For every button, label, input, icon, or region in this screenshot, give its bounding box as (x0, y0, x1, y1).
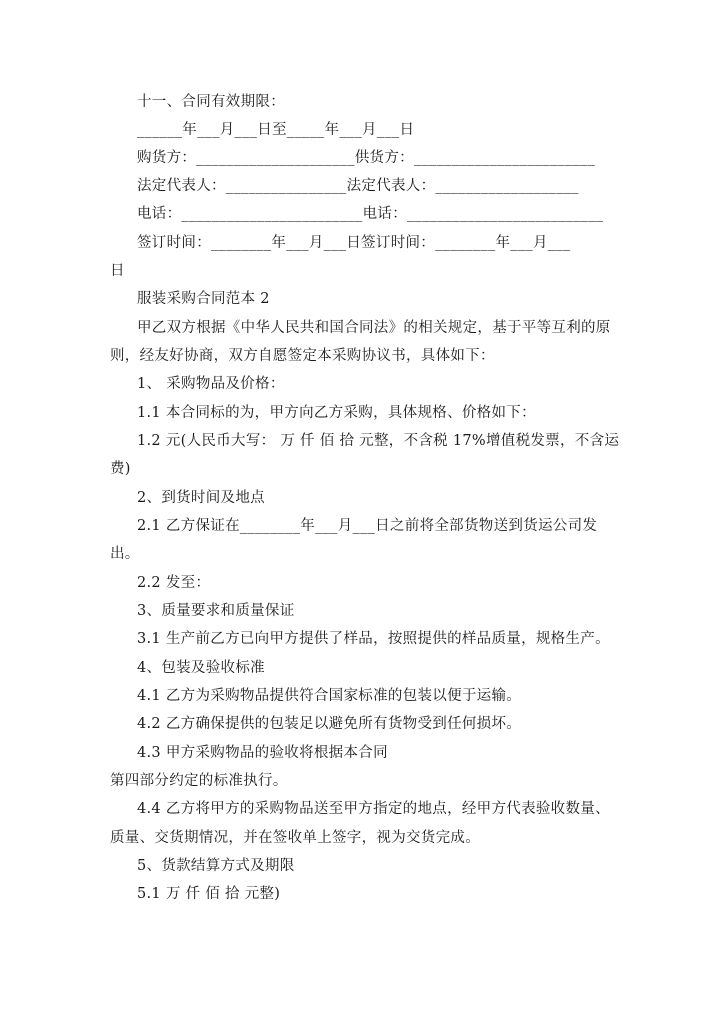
clause-2-1-line-2: 出。 (110, 546, 140, 562)
clause-1-2-line-1: 1.2 元(人民币大写： 万 仟 佰 拾 元整，不含税 17%增值税发票，不含运 (137, 433, 620, 449)
section-11-heading: 十一、合同有效期限： (137, 94, 285, 110)
clause-4-3-line-2: 第四部分约定的标准执行。 (110, 773, 288, 789)
intro-paragraph-line-1: 甲乙双方根据《中华人民共和国合同法》的相关规定，基于平等互利的原 (137, 320, 611, 336)
clause-5-1: 5.1 万 仟 佰 拾 元整) (137, 886, 281, 902)
legal-representative-line: 法定代表人：________________法定代表人：___________________ (137, 178, 579, 194)
clause-4-1: 4.1 乙方为采购物品提供符合国家标准的包装以便于运输。 (137, 688, 522, 704)
intro-paragraph-line-2: 则，经友好协商，双方自愿签定本采购协议书，具体如下： (110, 348, 495, 364)
clause-1-2-line-2: 费) (110, 461, 131, 477)
phone-line: 电话：________________________电话：__________________________ (137, 206, 604, 222)
template-title: 服装采购合同范本 2 (137, 291, 270, 307)
section-4-heading: 4、包装及验收标准 (137, 660, 265, 676)
clause-2-2: 2.2 发至： (137, 575, 211, 591)
clause-4-2: 4.2 乙方确保提供的包装足以避免所有货物受到任何损坏。 (137, 716, 522, 732)
validity-period-line: ______年___月___日至_____年___月___日 (137, 122, 415, 138)
section-2-heading: 2、到货时间及地点 (137, 490, 265, 506)
section-3-heading: 3、质量要求和质量保证 (137, 603, 295, 619)
clause-3-1: 3.1 生产前乙方已向甲方提供了样品，按照提供的样品质量，规格生产。 (137, 631, 610, 647)
clause-2-1-line-1: 2.1 乙方保证在________年___月___日之前将全部货物送到货运公司发 (137, 518, 598, 534)
clause-1-1: 1.1 本合同标的为，甲方向乙方采购，具体规格、价格如下： (137, 405, 536, 421)
clause-4-4-line-2: 质量、交货期情况，并在签收单上签字，视为交货完成。 (110, 830, 480, 846)
section-1-heading: 1、 采购物品及价格： (137, 376, 285, 392)
clause-4-4-line-1: 4.4 乙方将甲方的采购物品送至甲方指定的地点，经甲方代表验收数量、 (137, 801, 610, 817)
signing-time-line: 签订时间：________年___月___日签订时间：________年___月___ (137, 235, 571, 251)
clause-4-3-line-1: 4.3 甲方采购物品的验收将根据本合同 (137, 745, 388, 761)
buyer-supplier-line: 购货方：_____________________供货方：________________________ (137, 150, 596, 166)
section-5-heading: 5、货款结算方式及期限 (137, 858, 295, 874)
signing-time-line-cont: 日 (110, 263, 125, 279)
